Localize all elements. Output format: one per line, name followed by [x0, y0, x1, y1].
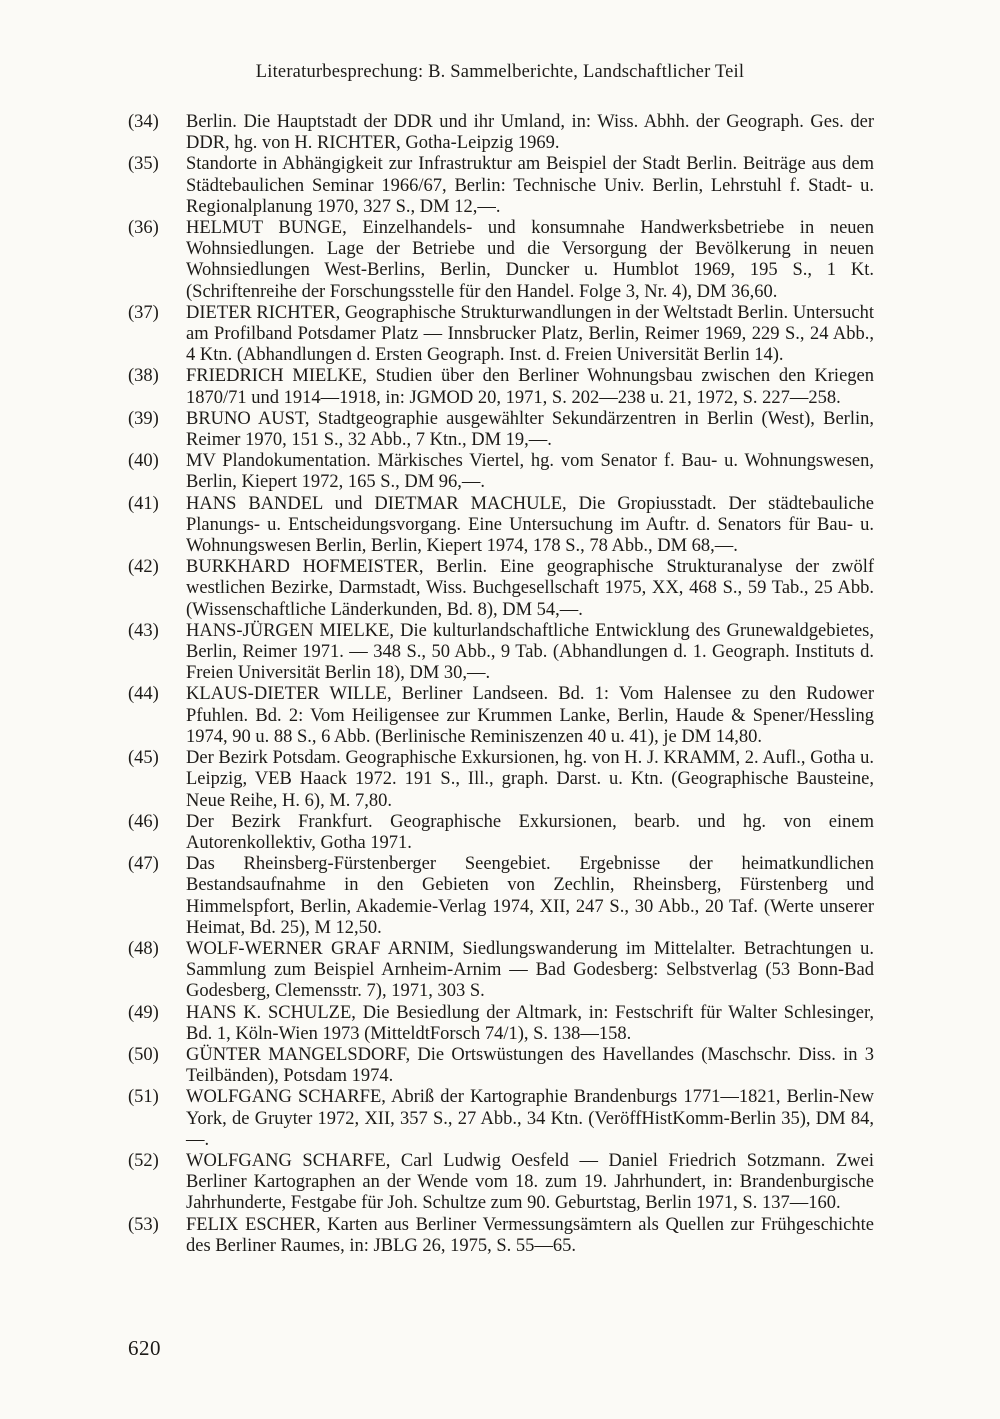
bibliography-entry — [128, 1003, 874, 1045]
entry-number: (49) — [128, 1002, 159, 1023]
entry-text: Standorte in Abhängigkeit zur Infrastruktur am Beispiel der Stadt Berlin. Beiträge aus dem Städtebaulichen Seminar 1966/67, Berlin: Technische Univ. Berlin, Lehrstuhl f. Stadt- u. Regionalplanung 1970, 327 S., DM 12,—. — [186, 154, 874, 217]
entry-number: (50) — [128, 1044, 159, 1065]
entry-text: DIETER RICHTER, Geographische Strukturwandlungen in der Weltstadt Berlin. Untersucht am Profilband Potsdamer Platz — Innsbrucker Platz, Berlin, Reimer 1969, 229 S., 24 Abb., 4 Ktn. (Abhandlungen d. Ersten Geograph. Inst. d. Freien Universität Berlin 14). — [186, 302, 874, 366]
bibliography-list — [128, 112, 874, 1257]
entry-number: (45) — [128, 748, 159, 769]
entry-number: (44) — [128, 684, 159, 705]
entry-text: WOLFGANG SCHARFE, Abriß der Kartographie Brandenburgs 1771—1821, Berlin-New York, de Gruyter 1972, XII, 357 S., 27 Abb., 34 Ktn. (VeröffHistKomm-Berlin 35), DM 84,—. — [186, 1087, 874, 1150]
entry-text: FELIX ESCHER, Karten aus Berliner Vermessungsämtern als Quellen zur Frühgeschichte des Berliner Raumes, in: JBLG 26, 1975, S. 55—65. — [186, 1214, 874, 1256]
bibliography-entry — [128, 939, 874, 1003]
entry-text: Der Bezirk Potsdam. Geographische Exkursionen, hg. von H. J. KRAMM, 2. Aufl., Gotha u. Leipzig, VEB Haack 1972. 191 S., Ill., graph. Darst. u. Ktn. (Geographische Bausteine, Neue Reihe, H. 6), M. 7,80. — [186, 748, 874, 811]
entry-number: (38) — [128, 366, 159, 387]
bibliography-entry — [128, 366, 874, 408]
entry-text: HELMUT BUNGE, Einzelhandels- und konsumnahe Handwerksbetriebe in neuen Wohnsiedlungen. Lage der Betriebe und die Versorgung der Bevölkerung in neuen Wohnsiedlungen West-Berlins, Berlin, Duncker u. Humblot 1969, 195 S., 1 Kt. (Schriftenreihe der Forschungsstelle für den Handel. Folge 3, Nr. 4), DM 36,60. — [186, 218, 874, 302]
entry-text: WOLF-WERNER GRAF ARNIM, Siedlungswanderung im Mittelalter. Betrachtungen u. Sammlung zum Beispiel Arnheim-Arnim — Bad Godesberg: Selbstverlag (53 Bonn-Bad Godesberg, Clemensstr. 7), 1971, 303 S. — [186, 938, 874, 1002]
entry-text: FRIEDRICH MIELKE, Studien über den Berliner Wohnungsbau zwischen den Kriegen 1870/71 und 1914—1918, in: JGMOD 20, 1971, S. 202—238 u. 21, 1972, S. 227—258. — [186, 366, 874, 408]
entry-number: (37) — [128, 302, 159, 323]
bibliography-entry — [128, 812, 874, 854]
entry-text: BRUNO AUST, Stadtgeographie ausgewählter Sekundärzentren in Berlin (West), Berlin, Reimer 1970, 151 S., 32 Abb., 7 Ktn., DM 19,—. — [186, 408, 874, 451]
bibliography-entry — [128, 112, 874, 154]
entry-number: (48) — [128, 938, 159, 959]
bibliography-entry — [128, 748, 874, 812]
entry-text: WOLFGANG SCHARFE, Carl Ludwig Oesfeld — Daniel Friedrich Sotzmann. Zwei Berliner Kartographen an der Wende vom 18. zum 19. Jahrhundert, in: Brandenburgische Jahrhunderte, Festgabe für Joh. Schultze zum 90. Geburtstag, Berlin 1971, S. 137—160. — [186, 1150, 874, 1214]
entry-number: (46) — [128, 811, 159, 832]
entry-number: (39) — [128, 408, 159, 429]
entry-number: (42) — [128, 557, 159, 578]
entry-text: Das Rheinsberg-Fürstenberger Seengebiet. Ergebnisse der heimatkundlichen Bestandsaufnahme in den Gebieten von Zechlin, Rheinsberg, Fürstenberg und Himmelspfort, Berlin, Akademie-Verlag 1974, XII, 247 S., 30 Abb., 20 Taf. (Werte unserer Heimat, Bd. 25), M 12,50. — [186, 854, 874, 938]
entry-number: (43) — [128, 620, 159, 641]
bibliography-entry — [128, 409, 874, 451]
entry-number: (47) — [128, 854, 159, 875]
entry-number: (35) — [128, 154, 159, 175]
entry-text: HANS-JÜRGEN MIELKE, Die kulturlandschaftliche Entwicklung des Grunewaldgebietes, Berlin, Reimer 1971. — 348 S., 50 Abb., 9 Tab. (Abhandlungen d. 1. Geograph. Instituts d. Freien Universität Berlin 18), DM 30,—. — [186, 620, 874, 684]
entry-number: (40) — [128, 451, 159, 472]
entry-text: Der Bezirk Frankfurt. Geographische Exkursionen, bearb. und hg. von einem Autorenkollektiv, Gotha 1971. — [186, 811, 874, 853]
bibliography-entry — [128, 1087, 874, 1151]
bibliography-entry — [128, 1151, 874, 1215]
bibliography-entry — [128, 218, 874, 303]
entry-number: (51) — [128, 1087, 159, 1108]
entry-text: KLAUS-DIETER WILLE, Berliner Landseen. Bd. 1: Vom Halensee zu den Rudower Pfuhlen. Bd. 2: Vom Heiligensee zur Krummen Lanke, Berlin, Haude & Spener/Hessling 1974, 90 u. 88 S., 6 Abb. (Berlinische Reminiszenzen 40 u. 41), je DM 14,80. — [186, 684, 874, 747]
entry-text: HANS K. SCHULZE, Die Besiedlung der Altmark, in: Festschrift für Walter Schlesinger, Bd. 1, Köln-Wien 1973 (MitteldtForsch 74/1), S. 138—158. — [186, 1002, 874, 1044]
entry-text: Berlin. Die Hauptstadt der DDR und ihr Umland, in: Wiss. Abhh. der Geograph. Ges. der DDR, hg. von H. RICHTER, Gotha-Leipzig 1969. — [186, 112, 874, 154]
page-number: 620 — [128, 1336, 161, 1360]
bibliography-entry — [128, 303, 874, 367]
entry-text: GÜNTER MANGELSDORF, Die Ortswüstungen des Havellandes (Maschschr. Diss. in 3 Teilbänden), Potsdam 1974. — [186, 1044, 874, 1087]
entry-number: (53) — [128, 1214, 159, 1235]
entry-number: (34) — [128, 112, 159, 132]
entry-number: (41) — [128, 493, 159, 514]
bibliography-entry — [128, 1215, 874, 1257]
entry-text: BURKHARD HOFMEISTER, Berlin. Eine geographische Strukturanalyse der zwölf westlichen Bezirke, Darmstadt, Wiss. Buchgesellschaft 1975, XX, 468 S., 59 Tab., 25 Abb. (Wissenschaftliche Länderkunden, Bd. 8), DM 54,—. — [186, 557, 874, 620]
entry-text: HANS BANDEL und DIETMAR MACHULE, Die Gropiusstadt. Der städtebauliche Planungs- u. Entscheidungsvorgang. Eine Untersuchung im Auftr. d. Senators für Bau- u. Wohnungswesen Berlin, Berlin, Kiepert 1974, 178 S., 78 Abb., DM 68,—. — [186, 493, 874, 557]
running-head: Literaturbesprechung: B. Sammelberichte, Landschaftlicher Teil — [255, 62, 745, 82]
bibliography-entry — [128, 854, 874, 939]
bibliography-entry — [128, 621, 874, 685]
entry-number: (36) — [128, 218, 159, 239]
entry-text: MV Plandokumentation. Märkisches Viertel, hg. vom Senator f. Bau- u. Wohnungswesen, Berlin, Kiepert 1972, 165 S., DM 96,—. — [186, 451, 874, 493]
bibliography-entry — [128, 451, 874, 493]
bibliography-entry — [128, 494, 874, 558]
bibliography-entry — [128, 557, 874, 621]
bibliography-entry — [128, 1045, 874, 1087]
entry-number: (52) — [128, 1150, 159, 1171]
bibliography-entry — [128, 684, 874, 748]
bibliography-entry — [128, 154, 874, 218]
